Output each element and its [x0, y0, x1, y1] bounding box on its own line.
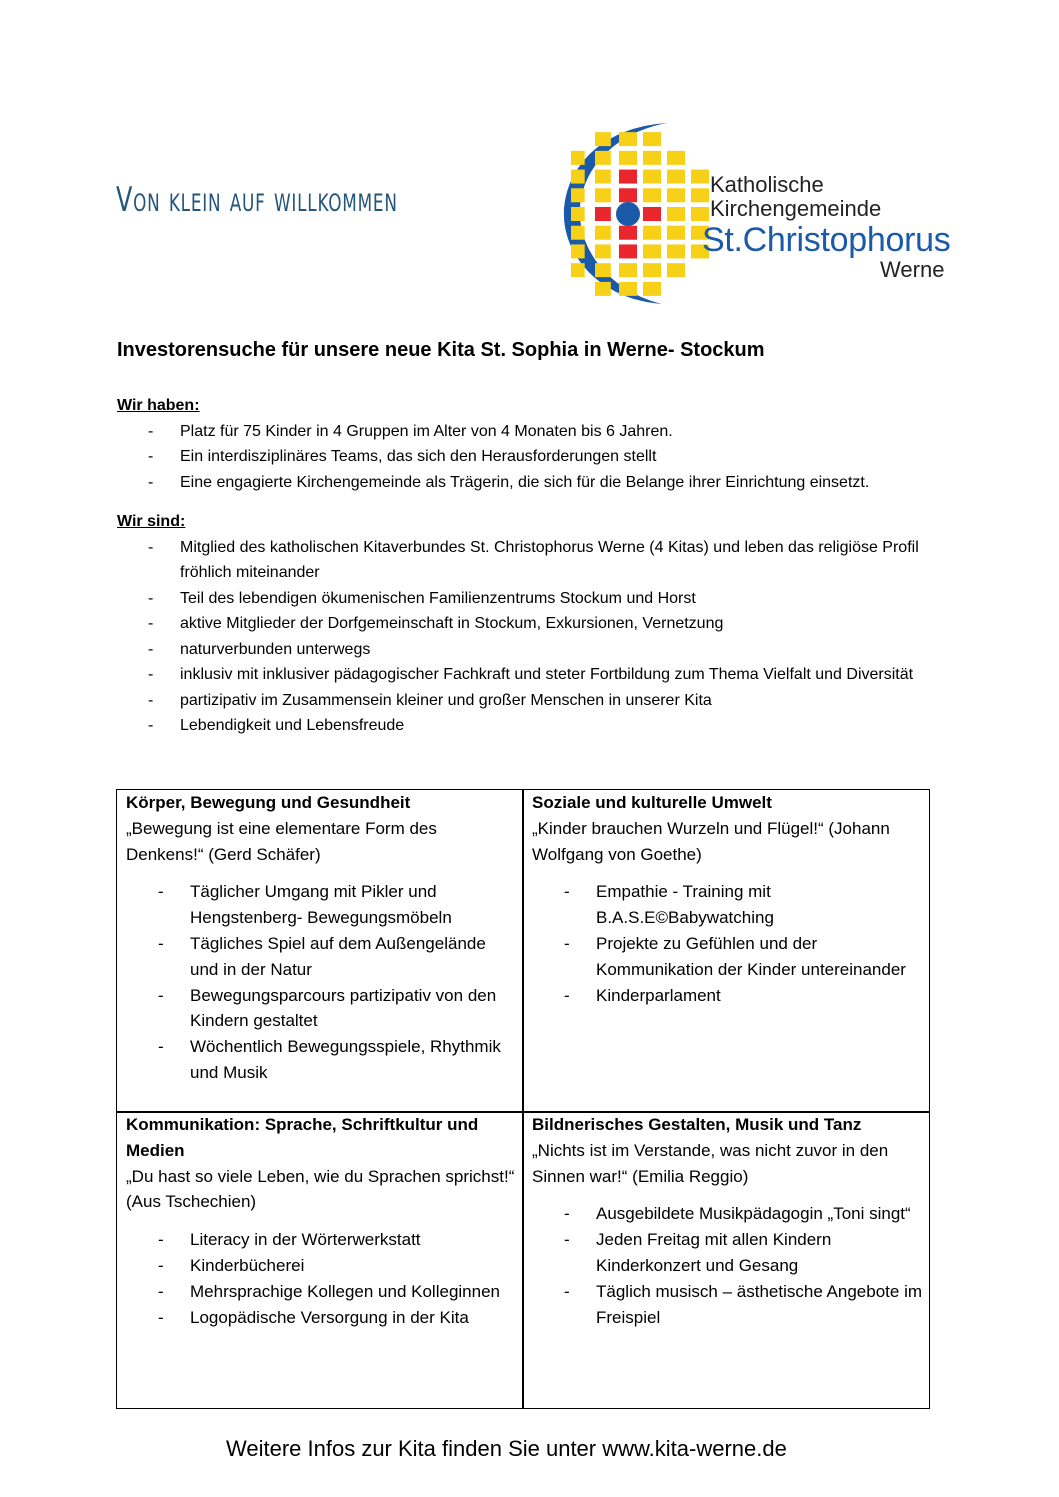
- website-link[interactable]: www.kita-werne.de: [602, 1436, 787, 1461]
- table-divider-vertical: [522, 790, 524, 1408]
- bullet-dash: -: [158, 1281, 164, 1301]
- list-item-text: Kinderparlament: [596, 985, 721, 1005]
- list-item: [117, 611, 932, 637]
- globe-cross-logo-icon: [562, 118, 712, 308]
- list-item-text: Logopädische Versorgung in der Kita: [190, 1307, 469, 1327]
- list-item: [532, 1201, 924, 1227]
- list-item-text: Empathie - Training mit B.A.S.E©Babywatching: [596, 882, 774, 928]
- cell-quote: „Nichts ist im Verstande, was nicht zuvor in den Sinnen war!“ (Emilia Reggio): [532, 1140, 889, 1186]
- bullet-dash: -: [158, 933, 164, 953]
- list-item-text: Wöchentlich Bewegungsspiele, Rhythmik und Musik: [190, 1037, 501, 1082]
- tagline: Von klein auf willkommen: [116, 180, 398, 220]
- list-item-text: Eine engagierte Kirchengemeinde als Trägerin, die sich für die Belange ihrer Einrichtung einsetzt.: [180, 473, 870, 491]
- cell-title: Kommunikation: Sprache, Schriftkultur und Medien: [126, 1115, 479, 1160]
- list-item: [532, 931, 924, 983]
- cell-quote: „Bewegung ist eine elementare Form des Denkens!“ (Gerd Schäfer): [126, 818, 437, 864]
- bullet-dash: -: [564, 1230, 570, 1250]
- list-item: [117, 688, 932, 714]
- list-item: [117, 535, 932, 586]
- list-item-text: Lebendigkeit und Lebensfreude: [180, 717, 405, 734]
- list-item-text: naturverbunden unterwegs: [180, 640, 371, 658]
- list-item: [117, 713, 932, 739]
- list-item: [532, 879, 924, 931]
- list-item-text: inklusiv mit inklusiver pädagogischer Fachkraft und steter Fortbildung zum Thema Vielfalt und Diversität: [180, 666, 914, 683]
- list-item-text: Täglich musisch – ästhetische Angebote im Freispiel: [596, 1281, 923, 1327]
- bullet-dash: -: [148, 666, 154, 683]
- logo-text-kirchengemeinde: Kirchengemeinde: [710, 196, 882, 221]
- list-item-text: Ein interdisziplinäres Teams, das sich den Herausforderungen stellt: [180, 448, 657, 465]
- cell-title: Körper, Bewegung und Gesundheit: [126, 793, 411, 812]
- bullet-dash: -: [564, 882, 570, 902]
- list-item: [117, 470, 932, 496]
- list-item-text: Tägliches Spiel auf dem Außengelände und in der Natur: [190, 933, 486, 979]
- cell-title: Bildnerisches Gestalten, Musik und Tanz: [532, 1115, 862, 1134]
- logo-text-werne: Werne: [880, 257, 945, 282]
- bullet-list: [117, 535, 932, 739]
- education-areas-table: [116, 789, 930, 1409]
- bullet-dash: -: [148, 422, 154, 440]
- bullet-dash: -: [564, 985, 570, 1005]
- list-item: [117, 662, 932, 688]
- list-item: [126, 983, 518, 1035]
- bullet-dash: -: [158, 985, 164, 1005]
- list-item-text: Mehrsprachige Kollegen und Kolleginnen: [190, 1281, 500, 1301]
- table-cell: [532, 790, 924, 1008]
- table-cell: [126, 1112, 518, 1330]
- list-item-text: Platz für 75 Kinder in 4 Gruppen im Alter von 4 Monaten bis 6 Jahren.: [180, 422, 673, 440]
- list-item-text: Mitglied des katholischen Kitaverbundes St. Christophorus Werne (4 Kitas) und leben das religiöse Profil fröhlich miteinander: [180, 538, 919, 581]
- section-wir-haben: [117, 393, 932, 495]
- list-item-text: Ausgebildete Musikpädagogin „Toni singt“: [596, 1204, 911, 1224]
- section-label: Wir haben:: [117, 397, 200, 414]
- cell-quote: „Kinder brauchen Wurzeln und Flügel!“ (Johann Wolfgang von Goethe): [532, 818, 890, 864]
- list-item: [117, 444, 932, 470]
- section-label: Wir sind:: [117, 513, 186, 530]
- bullet-dash: -: [148, 717, 154, 734]
- list-item: [117, 637, 932, 663]
- list-item: [126, 931, 518, 983]
- bullet-dash: -: [148, 589, 154, 607]
- bullet-dash: -: [148, 615, 154, 632]
- bullet-list: [126, 879, 518, 1085]
- bullet-dash: -: [564, 1281, 570, 1301]
- logo-text-katholische: Katholische: [710, 172, 824, 197]
- bullet-dash: -: [148, 448, 154, 465]
- footer-text: Weitere Infos zur Kita finden Sie unter: [226, 1436, 603, 1461]
- bullet-list: [532, 1201, 924, 1330]
- list-item: [126, 1279, 518, 1305]
- bullet-dash: -: [158, 1037, 164, 1057]
- list-item: [126, 1034, 518, 1086]
- list-item: [117, 419, 932, 445]
- section-wir-sind: [117, 509, 932, 739]
- list-item-text: aktive Mitglieder der Dorfgemeinschaft in Stockum, Exkursionen, Vernetzung: [180, 615, 724, 632]
- list-item-text: Jeden Freitag mit allen Kindern Kinderkonzert und Gesang: [596, 1230, 832, 1275]
- list-item-text: partizipativ im Zusammensein kleiner und großer Menschen in unserer Kita: [180, 691, 712, 709]
- list-item-text: Bewegungsparcours partizipativ von den Kindern gestaltet: [190, 985, 497, 1031]
- page-title: Investorensuche für unsere neue Kita St. Sophia in Werne- Stockum: [117, 339, 765, 361]
- bullet-dash: -: [148, 640, 154, 658]
- bullet-dash: -: [148, 473, 154, 491]
- footer-note: [226, 1436, 787, 1462]
- list-item-text: Kinderbücherei: [190, 1255, 305, 1275]
- list-item: [532, 1279, 924, 1331]
- table-cell: [532, 1112, 924, 1330]
- bullet-dash: -: [158, 1255, 164, 1275]
- list-item: [532, 983, 924, 1009]
- list-item: [126, 1305, 518, 1331]
- bullet-dash: -: [158, 882, 164, 902]
- list-item-text: Täglicher Umgang mit Pikler und Hengstenberg- Bewegungsmöbeln: [190, 882, 452, 928]
- list-item: [126, 1253, 518, 1279]
- bullet-dash: -: [564, 933, 570, 953]
- cell-quote: „Du hast so viele Leben, wie du Sprachen sprichst!“ (Aus Tschechien): [126, 1166, 515, 1212]
- bullet-list: [126, 1227, 518, 1330]
- list-item-text: Literacy in der Wörterwerkstatt: [190, 1230, 421, 1250]
- list-item: [126, 879, 518, 931]
- bullet-dash: -: [148, 538, 154, 556]
- logo-text-st-christophorus: St.Christophorus: [702, 221, 951, 259]
- list-item-text: Projekte zu Gefühlen und der Kommunikation der Kinder untereinander: [596, 933, 906, 979]
- bullet-dash: -: [564, 1204, 570, 1224]
- cell-title: Soziale und kulturelle Umwelt: [532, 793, 772, 812]
- bullet-dash: -: [158, 1307, 164, 1327]
- table-cell: [126, 790, 518, 1086]
- bullet-list: [117, 419, 932, 496]
- bullet-dash: -: [158, 1230, 164, 1250]
- list-item: [117, 586, 932, 612]
- bullet-dash: -: [148, 691, 154, 709]
- list-item: [126, 1227, 518, 1253]
- parish-logo: [562, 118, 957, 308]
- bullet-list: [532, 879, 924, 1008]
- list-item: [532, 1227, 924, 1279]
- list-item-text: Teil des lebendigen ökumenischen Familienzentrums Stockum und Horst: [180, 589, 696, 607]
